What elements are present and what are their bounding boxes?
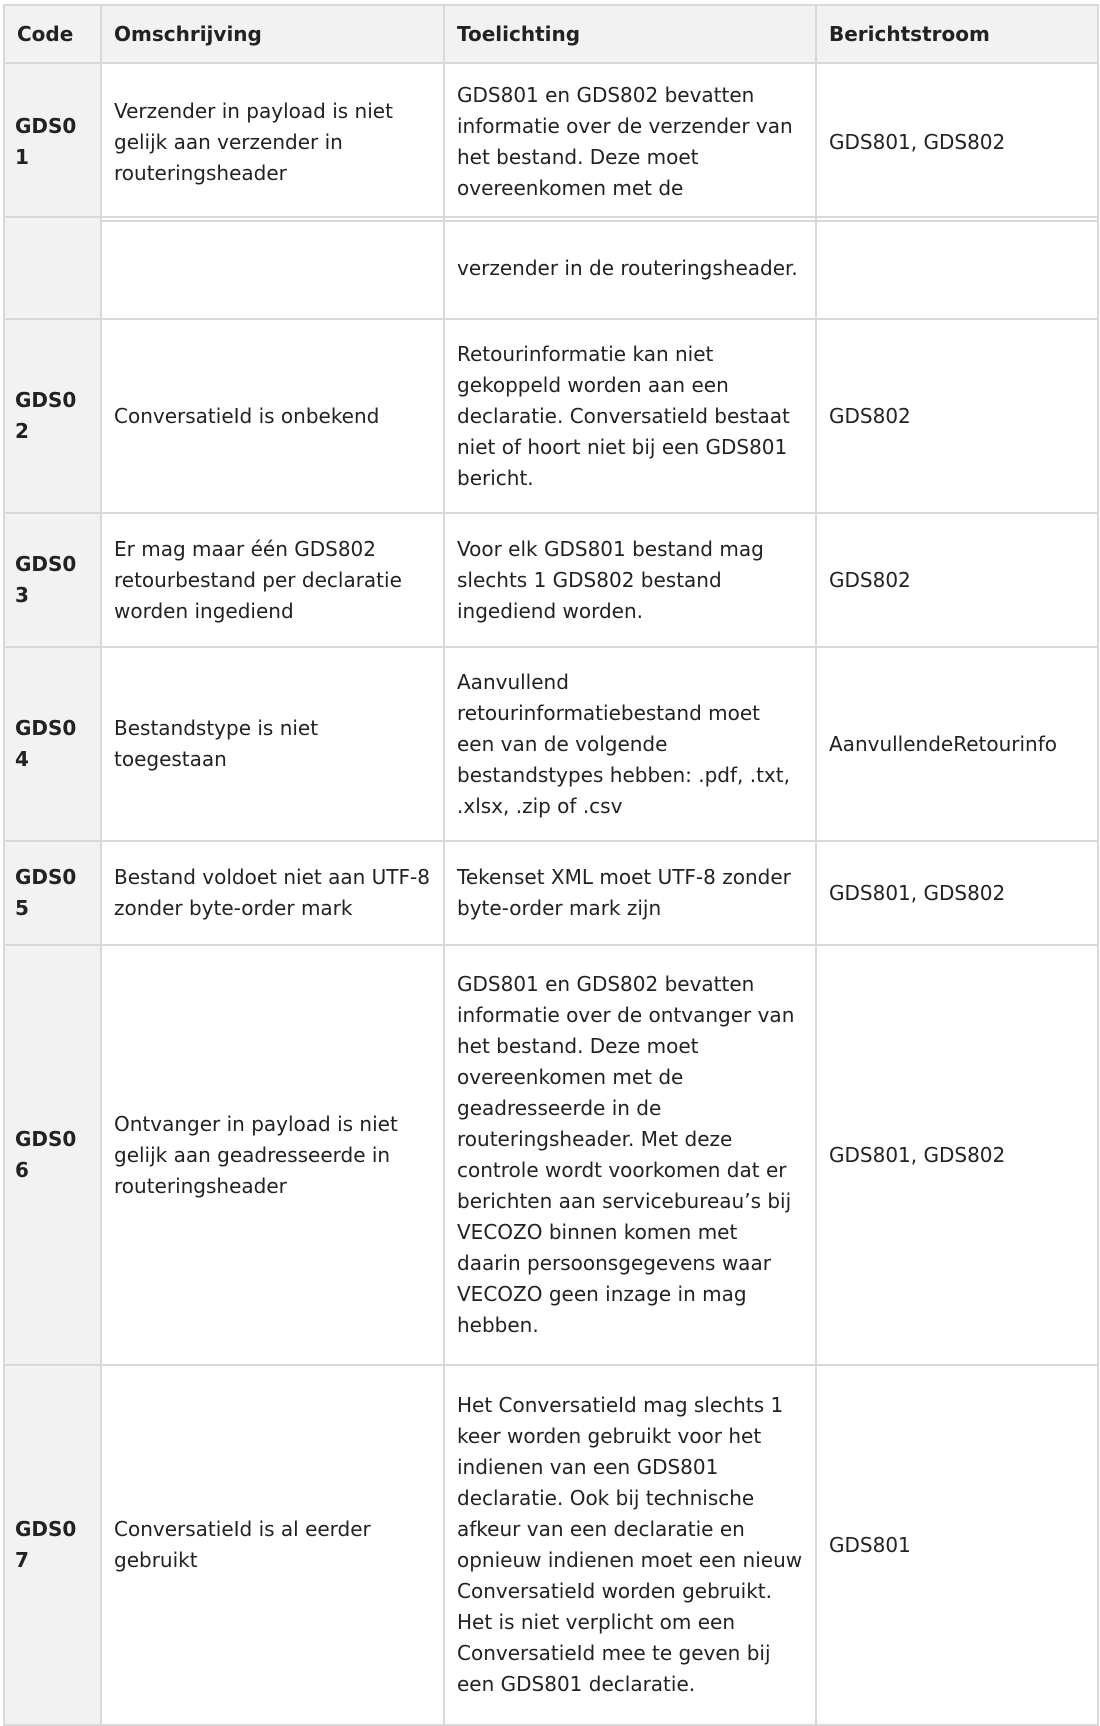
row-omschrijving: ConversatieId is onbekend: [101, 319, 444, 513]
row-berichtstroom: AanvullendeRetourinfo: [816, 647, 1098, 841]
row-berichtstroom: GDS801, GDS802: [816, 63, 1098, 221]
row-toelichting: Retourinformatie kan niet gekoppeld worden aan een declaratie. ConversatieId bestaat niet of hoort niet bij een GDS801 bericht.: [444, 319, 816, 513]
row-code: GDS01: [4, 63, 101, 221]
row-code: GDS03: [4, 513, 101, 647]
row-toelichting: Voor elk GDS801 bestand mag slechts 1 GDS802 bestand ingediend worden.: [444, 513, 816, 647]
row-code: GDS07: [4, 1365, 101, 1725]
row-omschrijving: Bestand voldoet niet aan UTF-8 zonder byte-order mark: [101, 841, 444, 945]
row-berichtstroom: GDS802: [816, 319, 1098, 513]
row-code: GDS05: [4, 841, 101, 945]
table-row: [4, 647, 1098, 841]
row-berichtstroom: GDS801, GDS802: [816, 945, 1098, 1365]
header-code: Code: [4, 5, 101, 63]
table-header-row: [4, 5, 1098, 63]
row-omschrijving: Ontvanger in payload is niet gelijk aan geadresseerde in routeringsheader: [101, 945, 444, 1365]
row-code: [4, 217, 101, 319]
row-toelichting: Tekenset XML moet UTF-8 zonder byte-order mark zijn: [444, 841, 816, 945]
row-toelichting: GDS801 en GDS802 bevatten informatie over de verzender van het bestand. Deze moet overeenkomen met de: [444, 63, 816, 221]
row-berichtstroom: GDS801: [816, 1365, 1098, 1725]
table-row: [4, 945, 1098, 1365]
row-code: GDS06: [4, 945, 101, 1365]
row-toelichting: Aanvullend retourinformatiebestand moet een van de volgende bestandstypes hebben: .pdf, .txt, .xlsx, .zip of .csv: [444, 647, 816, 841]
header-berichtstroom: Berichtstroom: [816, 5, 1098, 63]
header-toelichting: Toelichting: [444, 5, 816, 63]
row-omschrijving: ConversatieId is al eerder gebruikt: [101, 1365, 444, 1725]
row-code: GDS04: [4, 647, 101, 841]
row-berichtstroom: GDS802: [816, 513, 1098, 647]
row-omschrijving: Er mag maar één GDS802 retourbestand per declaratie worden ingediend: [101, 513, 444, 647]
row-omschrijving: Bestandstype is niet toegestaan: [101, 647, 444, 841]
row-code: GDS02: [4, 319, 101, 513]
row-toelichting: Het ConversatieId mag slechts 1 keer worden gebruikt voor het indienen van een GDS801 declaratie. Ook bij technische afkeur van een declaratie en opnieuw indienen moet een nieuw ConversatieId worden gebruikt. Het is niet verplicht om een ConversatieId mee te geven bij een GDS801 declaratie.: [444, 1365, 816, 1725]
row-toelichting: GDS801 en GDS802 bevatten informatie over de ontvanger van het bestand. Deze moet overeenkomen met de geadresseerde in de routeringsheader. Met deze controle wordt voorkomen dat er berichten aan servicebureau’s bij VECOZO binnen komen met daarin persoonsgegevens waar VECOZO geen inzage in mag hebben.: [444, 945, 816, 1365]
row-toelichting: verzender in de routeringsheader.: [444, 217, 816, 319]
table-row: [4, 1365, 1098, 1725]
row-berichtstroom: [816, 217, 1098, 319]
table-row: [4, 217, 1098, 319]
row-omschrijving: Verzender in payload is niet gelijk aan verzender in routeringsheader: [101, 63, 444, 221]
table-row: [4, 319, 1098, 513]
table-row: [4, 513, 1098, 647]
table-row: [4, 841, 1098, 945]
row-omschrijving: [101, 217, 444, 319]
error-code-table-bottom: [3, 216, 1099, 1726]
row-berichtstroom: GDS801, GDS802: [816, 841, 1098, 945]
table-row: [4, 63, 1098, 221]
error-code-table-top: [3, 4, 1099, 222]
header-omschrijving: Omschrijving: [101, 5, 444, 63]
